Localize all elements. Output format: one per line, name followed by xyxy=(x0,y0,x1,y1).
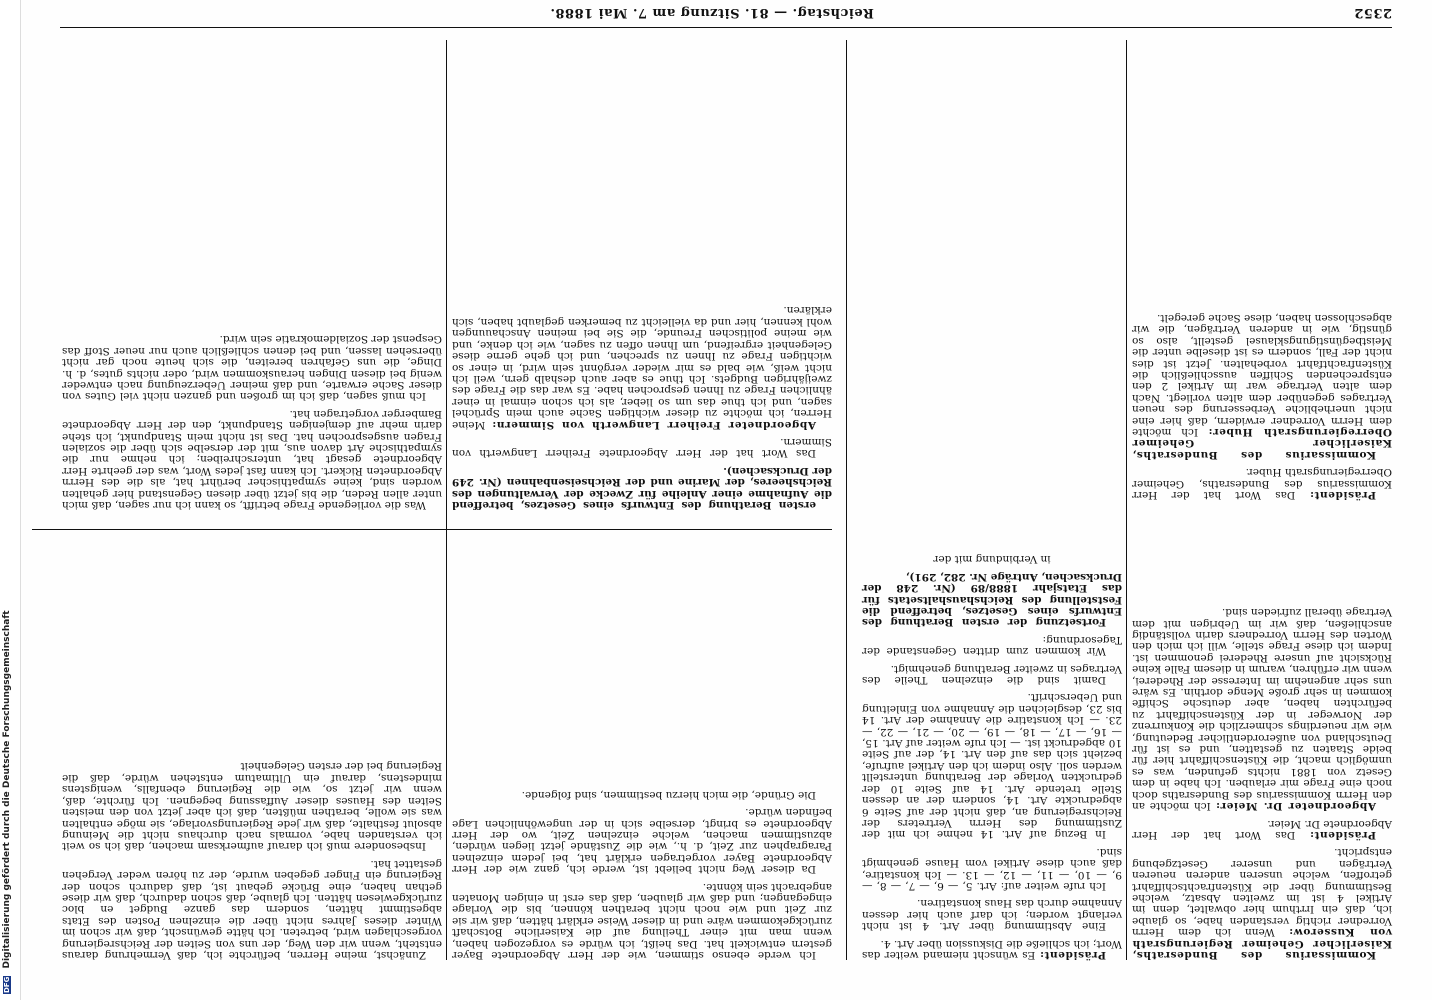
text-paragraph: Was die vorliegende Frage betrifft, so kann ich nur sagen, daß mich unter allen Reden, die bis jetzt über diesen Gegenstand hier gehalten worden sind, keine sympathischer berührt hat, als die des Herrn Abgeordneten Rickert. Ich kann fast jedes Wort, was der geehrte Herr Abgeordnete gesagt hat, unterschreiben; ich nehme nur die sympathische Art davon aus, mit der derselbe sich über die sozialen Fragen ausgesprochen hat. Das ist nicht mein Standpunkt, ich stehe darin mehr auf demjenigen Standpunkt, den der Herr Abgeordnete Bamberger vorgetragen hat. xyxy=(62,407,442,511)
digitization-sidebar xyxy=(0,0,21,1000)
speaker-name: Kommissarius des Bundesraths, Kaiserlicher Geheimer Oberregierungsrath Huber: xyxy=(1132,425,1392,461)
text-paragraph: In Bezug auf Art. 14 nehme ich mit der Zustimmung des Herrn Vertreters der Reichsregierung an, daß nicht der auf Seite 6 abgedruckte Art. 14, sondern der an dessen Stelle tretende Art. 14 auf Seite 10 der gedruckten Vorlage der Berathung unterstellt werden soll. Also indem ich den Artikel aufrufe, bezieht sich das auf den Art. 14, der auf Seite 10 abgedruckt ist. — Ich rufe weiter auf Art. 15, — 16, — 17, — 18, — 19, — 20, — 21, — 22, — 23. — Ich konstatire die Annahme der Art. 14 bis 23, desgleichen die Annahme von Einleitung und Ueberschrift. xyxy=(862,691,1122,841)
speaker-name: Abgeordneter Dr. Meier: xyxy=(1215,800,1376,813)
speaker-name: Präsident: xyxy=(1309,489,1376,501)
page-number: 2352 xyxy=(1353,5,1392,21)
text-column-6 xyxy=(452,540,832,960)
column-divider-3 xyxy=(446,40,447,960)
speech-paragraph xyxy=(1132,466,1392,500)
text-column-1 xyxy=(1132,520,1392,960)
text-column-7 xyxy=(62,540,442,960)
text-paragraph: Ich werde ebenso stimmen, wie der Herr Abgeordnete Bayer gestern entwickelt hat. Das heißt, ich würde es vorgezogen haben, wenn man mit einer Theilung auf die Kaiserliche Botschaft zurückgekommen wäre und in dieser Weise erklärt hätten, daß wir sie zur Zeit und wie noch nicht berathen können, bis die Vorlage eingegangen; und daß wir glauben, daß das erst in einigen Monaten angebracht sein könnte. xyxy=(452,880,832,961)
text-paragraph: Da dieser Weg nicht beliebt ist, werde ich, ganz wie der Herr Abgeordnete Bayer vorgetragen erklärt hat, bei jedem einzelnen Paragraphen zur Zeit, d. h., wie die Zustände jetzt liegen würden, abzustimmen machen, welche einzelnen Zeit, wo der Herr Abgeordnete es bringt, derselbe sich in der ungewöhnlichen Lage befinden würde. xyxy=(452,806,832,876)
speaker-name: Präsident: xyxy=(1039,949,1106,961)
page-title: Reichstag. — 81. Sitzung am 7. Mai 1888. xyxy=(549,5,874,21)
speech-paragraph xyxy=(452,304,832,429)
text-column-2 xyxy=(1132,30,1392,500)
speech-text: Das Wort hat der Herr Kommissarius des Bundesraths, Geheimer Oberregierungsrath Huber. xyxy=(1132,466,1392,501)
text-paragraph: Eine Abstimmung über Art. 4 ist nicht verlangt worden; ich darf auch hier dessen Annahme durch das Haus konstatiren. xyxy=(862,897,1122,933)
speaker-name: Kommissarius des Bundesraths, Kaiserlicher Geheimer Regierungsrath von Kusserow: xyxy=(1132,926,1392,961)
speech-paragraph xyxy=(1132,817,1392,840)
text-column-5 xyxy=(62,40,442,510)
text-column-3 xyxy=(862,30,1122,960)
section-rule xyxy=(32,529,832,530)
speech-paragraph xyxy=(1132,846,1392,960)
text-paragraph: Wir kommen zum dritten Gegenstande der Tagesordnung: xyxy=(862,633,1122,658)
agenda-item: ersten Berathung des Entwurfs eines Gesetzes, betreffend die Aufnahme einer Anleihe für Zwecke der Verwaltungen des Reichsheeres, der Marine und der Reichseisenbahnen (Nr. 249 der Drucksachen). xyxy=(452,464,832,511)
speech-paragraph xyxy=(1132,312,1392,460)
digitization-text: Digitalisierung gefördert durch die Deutsche Forschungsgemeinschaft xyxy=(2,610,12,969)
page-header xyxy=(70,6,1392,20)
speech-text: Es wünscht niemand weiter das Wort; ich schließe die Diskussion über Art. 4. xyxy=(862,937,1122,961)
text-paragraph: Ich rufe weiter auf: Art. 5, — 6, — 7, — 8, — 9, — 10, — 11, — 12, — 13. — Ich konstatire, daß auch diese Artikel vom Hause genehmigt sind. xyxy=(862,845,1122,892)
header-rule xyxy=(60,27,1392,28)
dfg-logo: DFG xyxy=(3,976,11,993)
text-paragraph: Insbesondere muß ich darauf aufmerksam machen, daß ich so weit ich verstanden habe, vormals nach durchaus nicht die Meinung absolut festhalte, daß wir jede Regierungsvorlage, sie möge enthalten was sie wolle, berathen müßten, daß ich aber jetzt von den meisten Seiten des Hauses dieser Auffassung begegnen. Ich fürchte, daß, wenn wir jetzt so, wie die Regierung ebenfalls, wenigstens mindestens, darauf ein Ultimatum entstehen würde, daß die Regierung bei der ersten Gelegenheit xyxy=(62,760,442,853)
text-paragraph: Damit sind die einzelnen Theile des Vertrages in zweiter Berathung genehmigt. xyxy=(862,662,1122,687)
text-paragraph: Ich muß sagen, daß ich im großen und ganzen nicht viel Gutes von dieser Sache erwarte, und daß meiner Ueberzeugung nach entweder wenig bei diesen Dingen herauskommen wird, oder nichts gutes, d. h. Dinge, die uns Gefahren bereiten, die sich heute noch gar nicht übersehen lassen, und bei denen schließlich auch nur neuer Stoff das Gespenst der Sozialdemokratie sein wird. xyxy=(62,333,442,403)
speech-paragraph xyxy=(862,937,1122,960)
text-column-4 xyxy=(452,40,832,510)
column-divider-2 xyxy=(846,40,847,960)
speech-text: Wenn ich dem Herrn Vorredner richtig verstanden habe, so glaube ich, daß ein Irrthum hier obwaltet, denn im Artikel 4 ist im zweiten Absatz, welche Bestimmung über die Küstenfrachtschiffahrt getroffen, welche unseren anderen neueren Verträgen und unserer Gesetzgebung entspricht. xyxy=(1132,846,1392,939)
agenda-item: Fortsetzung der ersten Berathung des Entwurfs eines Gesetzes, betreffend die Feststellung des Reichshaushaltsetats für das Etatsjahr 1888/89 (Nr. 248 der Drucksachen, Anträge Nr. 282, 291), xyxy=(862,570,1122,629)
speech-text: Das Wort hat der Herr Abgeordnete Dr. Meier. xyxy=(1132,817,1392,841)
rotated-newspaper-page xyxy=(20,0,1432,1000)
digitization-note xyxy=(2,4,18,994)
text-paragraph: Das Wort hat der Herr Abgeordnete Freiherr Langwerth von Simmern. xyxy=(452,435,832,460)
speech-paragraph xyxy=(1132,606,1392,811)
speaker-name: Abgeordneter Freiherr Langwerth von Simmern: xyxy=(491,418,816,431)
speech-text: Meine Herren, ich möchte zu dieser wichtigen Sache auch mein Sprüchel sagen, und ich thue das um so lieber, als ich schon einmal in einer ähnlichen Frage zu Ihnen gesprochen habe. Es war das die Frage des zweijährigen Budgets. Ich thue es aber auch deshalb gern, weil ich nicht weiß, wie bald es mir wieder vergönnt sein wird, in einer so wichtigen Frage zu Ihnen zu sprechen, und ich gehe gerne diese Gelegenheit ergreifend, um Ihnen offen zu sagen, wie ich denke, und wie meine politischen Freunde, die Sie bei meinen Anschauungen wohl kennen, hier und da vielleicht zu bemerken geglaubt haben, sich erklären. xyxy=(452,304,832,431)
text-paragraph: Zunächst, meine Herren, befürchte ich, daß Vermehrung daraus entsteht, wenn wir den Weg, der uns von Seiten der Reichsregierung vorgeschlagen wird, betreten. Ich hätte gewünscht, daß wir schon im Winter dieses Jahres nicht über die einzelnen Posten des Etats abgestimmt hätten, sondern das ganze Budget en bloc zurückgewiesen hätten. Ich glaube, daß schon dadurch, daß wir diese gethan haben, eine Brücke gebaut ist, daß dadurch schon der Regierung ein Finger gegeben wurde, der zu hören weder Vergehen gestattet hat. xyxy=(62,857,442,961)
column-divider-1 xyxy=(1126,40,1127,960)
speech-text: Ich möchte an den Herrn Kommissarius des Bundesraths doch noch eine Frage mir erlauben. Ich habe in dem Gesetz von 1881 nichts gefunden, was es unmöglich macht, die Küstenschiffahrt hier für beide Staaten zu gestatten, und es ist für Deutschland von außerordentlicher Bedeutung, wie wir neuerdings schmerzlich die Konkurrenz der Norweger in der Küstenschiffahrt zu befürchten haben, aber deutsche Schiffe kommen in sehr große Menge dorthin. Es wäre uns sehr angenehm im Interesse der Rhederei, wenn wir erführen, warum in diesem Falle keine Rücksicht auf unsere Rhederei genommen ist. Indem ich diese Frage stelle, will ich mich den Worten des Herrn Vorredners darin vollständig anschließen, daß wir im Uebrigen mit dem Vertrage überall zufrieden sind. xyxy=(1132,606,1392,813)
speaker-name: Präsident: xyxy=(1309,828,1376,841)
text-paragraph: in Verbindung mit der xyxy=(933,553,1051,566)
speech-text: Ich möchte dem Herrn Vorredner erwidern, daß hier eine nicht unerhebliche Verbesserung des neuen Vertrages gegenüber dem alten vorliegt. Nach dem alten Vertrage war im Artikel 2 den entsprechenden Schiffen ausschließlich die Küstenfrachtfahrt vorbehalten. Jetzt ist dies nicht der Fall, sondern es ist dieselbe unter die Meistbegünstigungsklausel gestellt, also so günstig, wie in anderen Verträgen, die wir abgeschlossen haben, diese Sache geregelt. xyxy=(1132,311,1392,438)
text-paragraph: Die Gründe, die mich hierzu bestimmen, sind folgende. xyxy=(521,788,816,801)
